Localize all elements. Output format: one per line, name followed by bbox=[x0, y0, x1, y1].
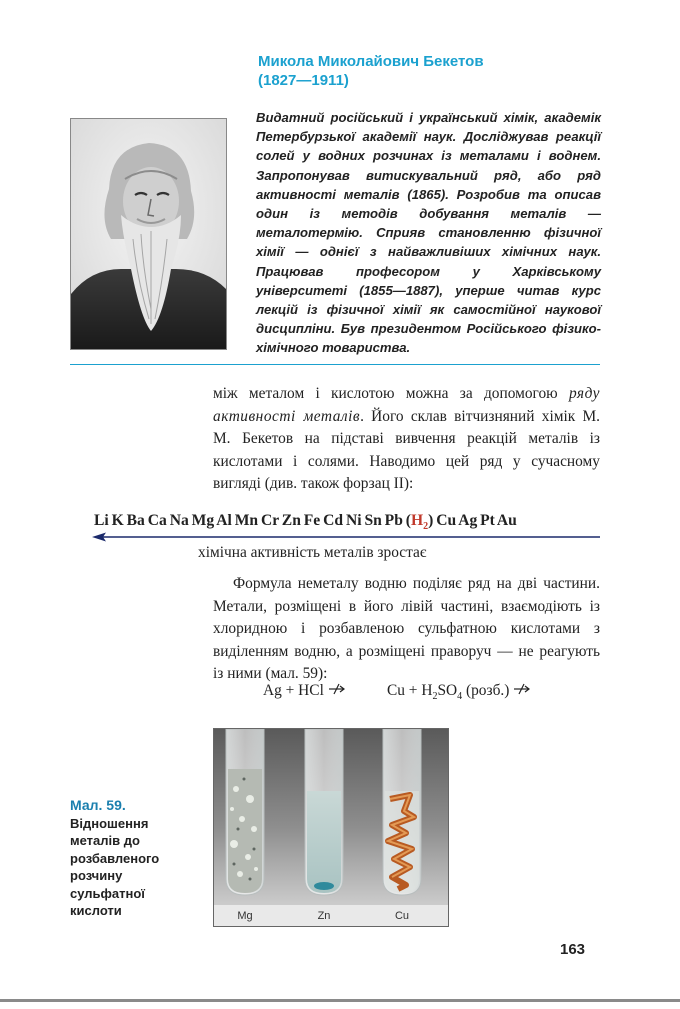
footer-divider bbox=[0, 999, 680, 1002]
equation-cu-h2so4 bbox=[387, 682, 531, 702]
paragraph1-emphasis: ряду активності металів bbox=[213, 385, 600, 425]
activity-series-caption: хімічна активність металів зростає bbox=[198, 544, 427, 561]
paragraph2-text: Формула неметалу водню поділяє ряд на дві частини. Метали, розміщені в його лівій частині, взаємодіють із хлоридною і розбавленою сульфатною кислотами з виділенням водню, а розміщені праворуч — не реагують із ними (мал. 59): bbox=[213, 575, 600, 683]
biography-name-line1: Микола Миколайович Бекетов bbox=[258, 53, 484, 70]
figure-caption bbox=[70, 797, 200, 920]
activity-arrow bbox=[92, 531, 602, 543]
figure-label: Мал. 59. bbox=[70, 797, 126, 813]
no-reaction-arrow-icon bbox=[328, 682, 346, 696]
series-metals-before: Li K Ba Ca Na Mg Al Mn Cr Zn Fe Cd Ni Sn Pb bbox=[94, 512, 403, 529]
series-hydrogen-subscript: 2 bbox=[423, 521, 429, 533]
paragraph-activity-series-intro bbox=[213, 383, 600, 496]
biography-years: (1827—1911) bbox=[258, 72, 349, 89]
equation-cu-sub2: 4 bbox=[457, 691, 463, 703]
page-number: 163 bbox=[560, 941, 586, 958]
series-hydrogen bbox=[410, 512, 429, 533]
tube-label-mg: Mg bbox=[237, 910, 253, 922]
tube-label-cu: Cu bbox=[394, 910, 410, 922]
no-reaction-arrow-icon bbox=[513, 682, 531, 696]
figure-caption-text: Відношення металів до розбавленого розчину сульфатної кислоти bbox=[70, 815, 160, 918]
equations bbox=[213, 682, 600, 706]
paragraph1-after: . Його склав вітчизняний хімік М. М. Бекетов на підставі вивчення реакцій металів із кислотами і солями. Наводимо цей ряд у сучасному вигляді (див. також форзац II): bbox=[213, 407, 600, 493]
equation-cu-part-a: Cu + H bbox=[387, 682, 433, 699]
equation-ag-hcl-text: Ag + HCl bbox=[263, 682, 324, 699]
series-hydrogen-symbol: H bbox=[410, 512, 424, 529]
equation-cu-sub1: 2 bbox=[432, 691, 438, 703]
series-metals-after: Cu Ag Pt Au bbox=[436, 512, 517, 529]
activity-series: Li K Ba Ca Na Mg Al Mn Cr Zn Fe Cd Ni Sn Pb $(H_2)$ Cu Ag Pt Au bbox=[94, 512, 517, 533]
portrait-image bbox=[70, 118, 227, 350]
biography-name bbox=[258, 52, 578, 90]
equation-cu-part-c: (розб.) bbox=[462, 682, 510, 699]
biography-divider bbox=[70, 364, 600, 365]
portrait-icon bbox=[71, 119, 226, 349]
tube-label-zn: Zn bbox=[317, 910, 331, 922]
paragraph-hydrogen-division bbox=[213, 573, 600, 686]
test-tubes-photo bbox=[213, 728, 449, 927]
test-tubes-illustration bbox=[214, 729, 448, 926]
equation-ag-hcl bbox=[263, 682, 346, 700]
paragraph1-before: між металом і кислотою можна за допомогою bbox=[213, 385, 569, 402]
biography-text: Видатний російський і український хімік, академік Петербурзької академії наук. Досліджував реакції солей у водних розчинах із металами і воднем. Запропонував витискувальний ряд, або ряд активності металів (1865). Розробив та описав один із методів добування металів — металотермію. Сприяв становленню фізичної хімії — однієї з найважливіших хімічних наук. Працював професором у Харківському університеті (1855—1887), уперше читав курс лекцій із фізичної хімії як самостійної наукової дисципліни. Був президентом Російського фізико-хімічного товариства. bbox=[256, 110, 601, 356]
equation-cu-part-b: SO bbox=[437, 682, 458, 699]
